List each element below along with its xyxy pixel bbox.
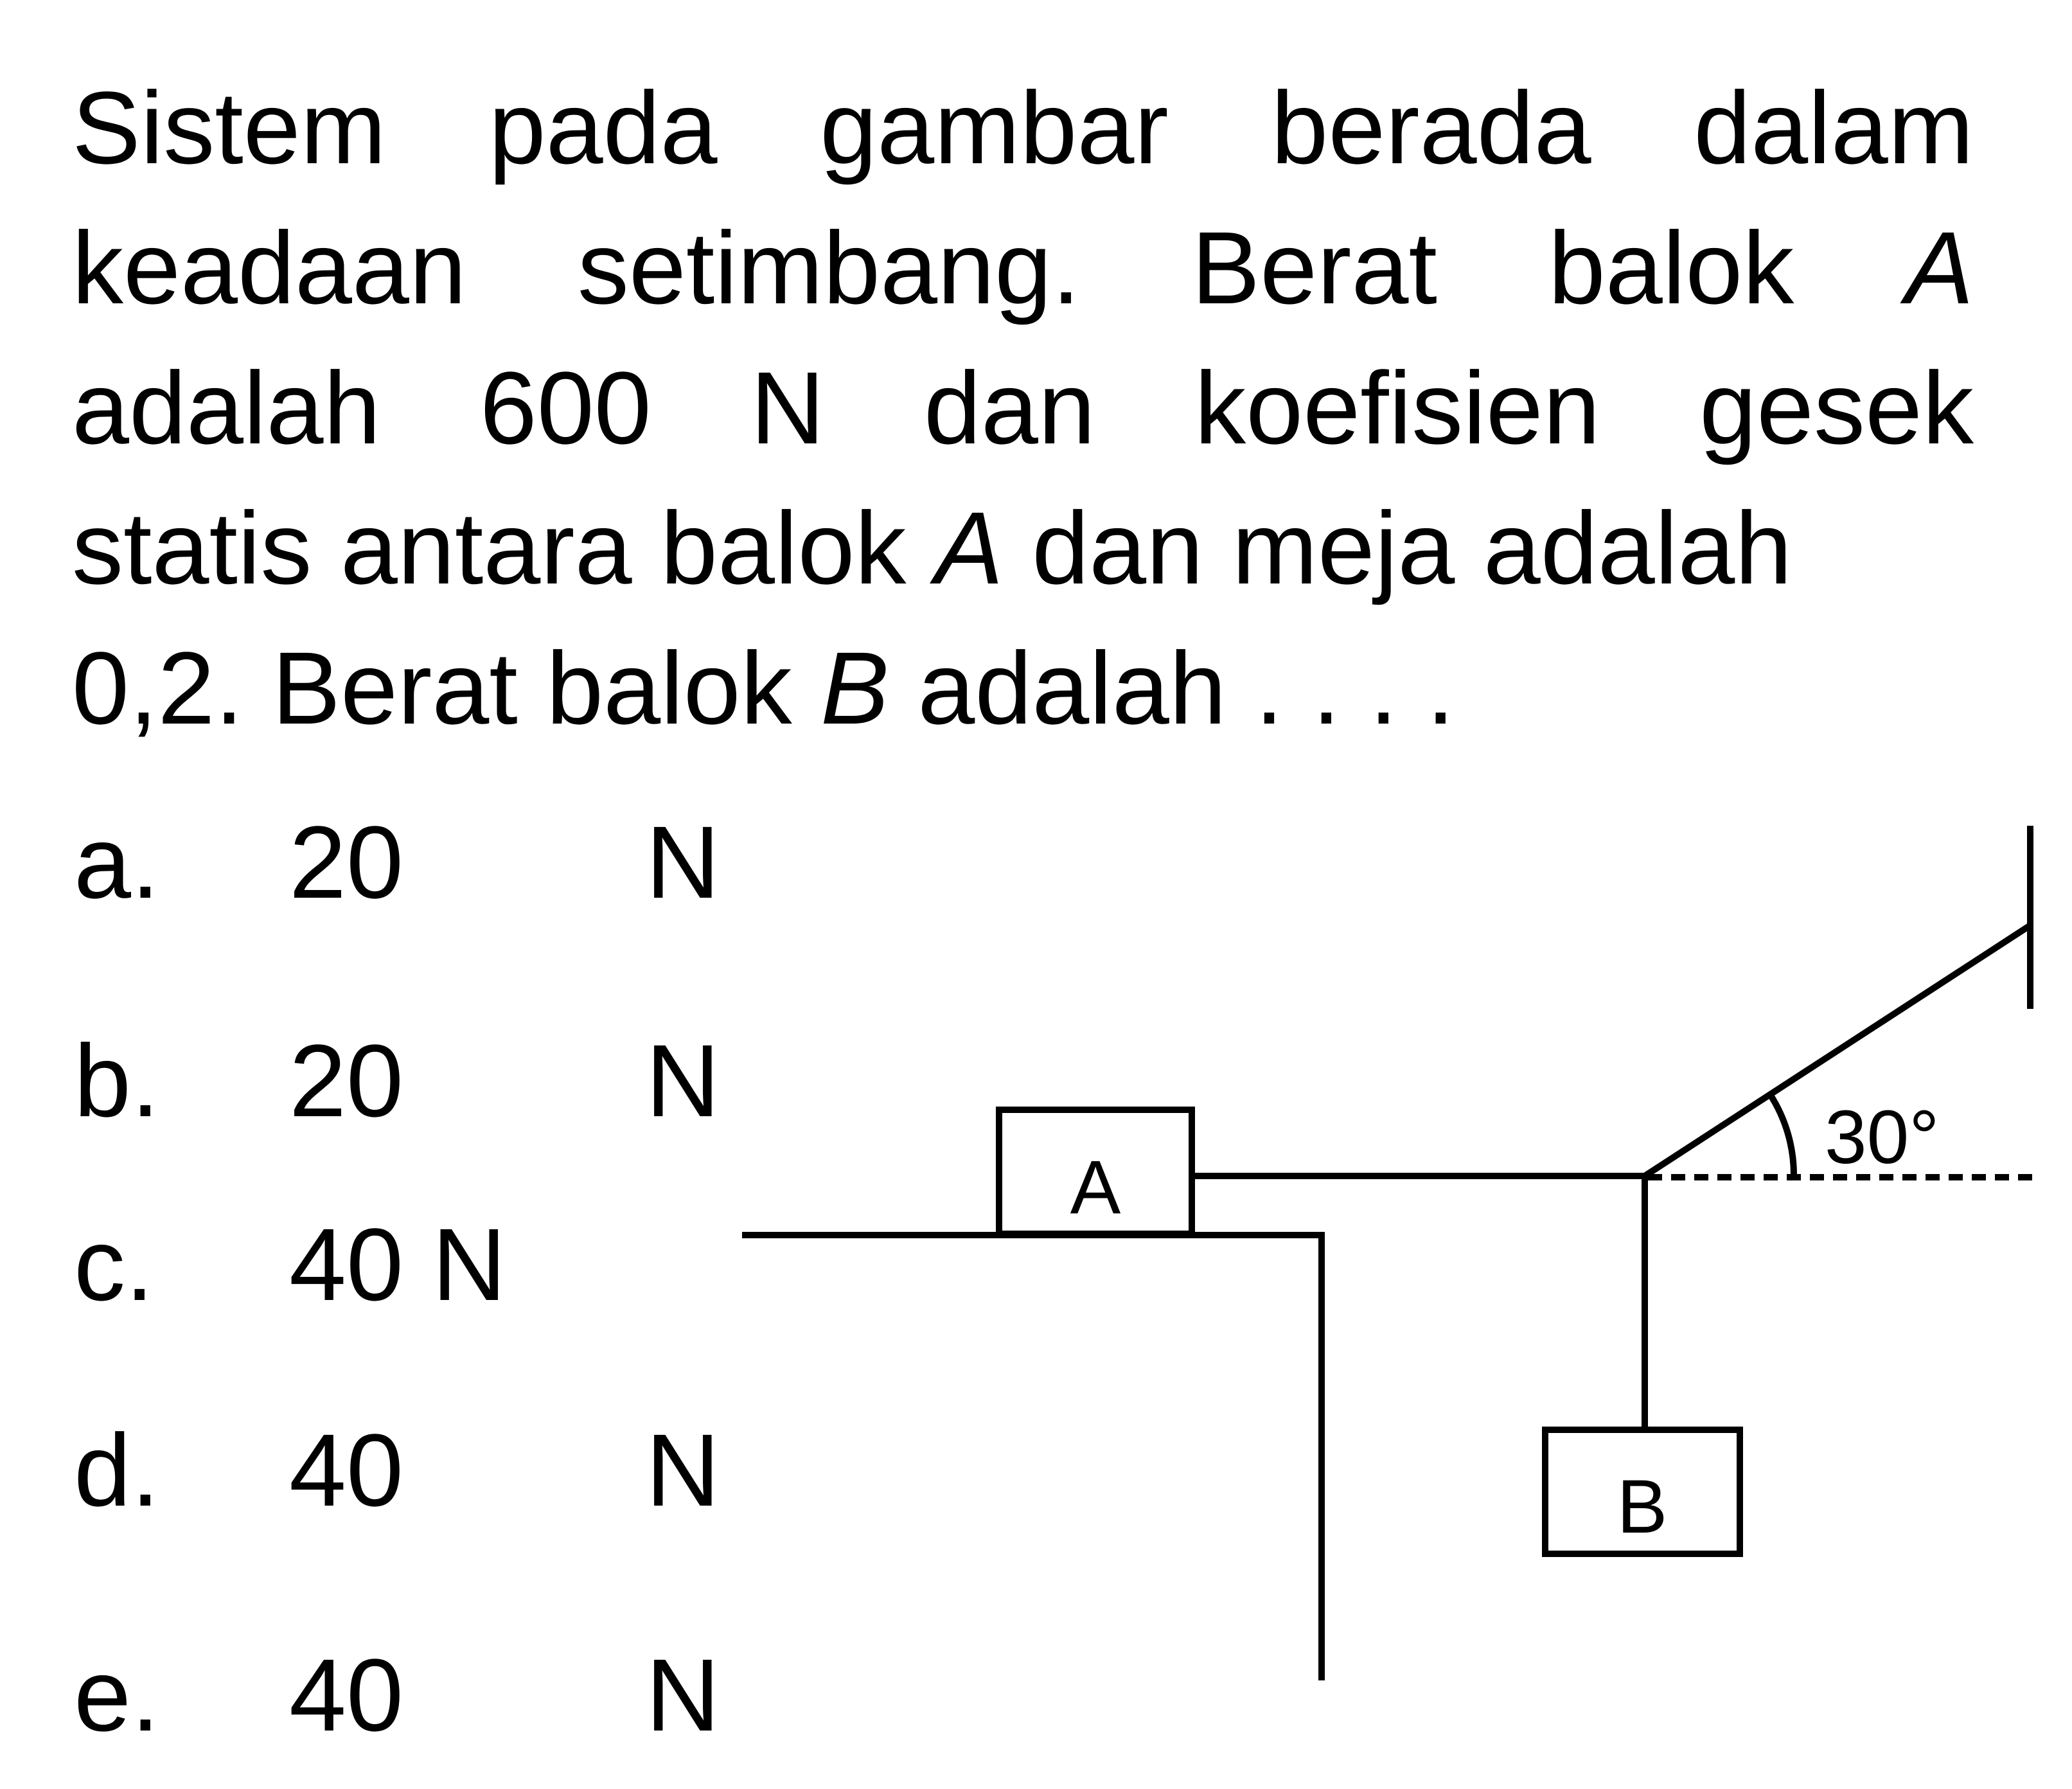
option-e-unit: N — [646, 1637, 720, 1752]
option-a-unit: N — [646, 805, 720, 920]
option-c-value: 40 N — [289, 1207, 506, 1322]
option-a-value: 20 — [289, 805, 403, 920]
option-e-value: 40 — [289, 1637, 403, 1752]
option-d-letter: d. — [74, 1412, 160, 1527]
option-d-value: 40 — [289, 1412, 403, 1527]
option-b-letter: b. — [74, 1023, 160, 1138]
question-line-1: Sistem pada gambar berada dalam — [72, 70, 1974, 185]
question-line-3: adalah 600 N dan koefisien gesek — [72, 350, 1974, 465]
question-line-2: keadaan setimbang. Berat balok A — [72, 210, 1974, 325]
block-b-label: B — [1616, 1464, 1668, 1549]
option-c-letter: c. — [74, 1207, 154, 1322]
angle-arc — [1770, 1094, 1794, 1176]
option-b-value: 20 — [289, 1023, 403, 1138]
option-a-letter: a. — [74, 805, 160, 920]
option-e-letter: e. — [74, 1637, 160, 1752]
question-line-5: 0,2. Berat balok B adalah . . . . — [72, 630, 1455, 745]
question-line-4: statis antara balok A dan meja adalah — [72, 490, 1793, 605]
option-b-unit: N — [646, 1023, 720, 1138]
angle-label: 30° — [1825, 1095, 1940, 1180]
option-d-unit: N — [646, 1412, 720, 1527]
block-a-label: A — [1070, 1145, 1121, 1230]
